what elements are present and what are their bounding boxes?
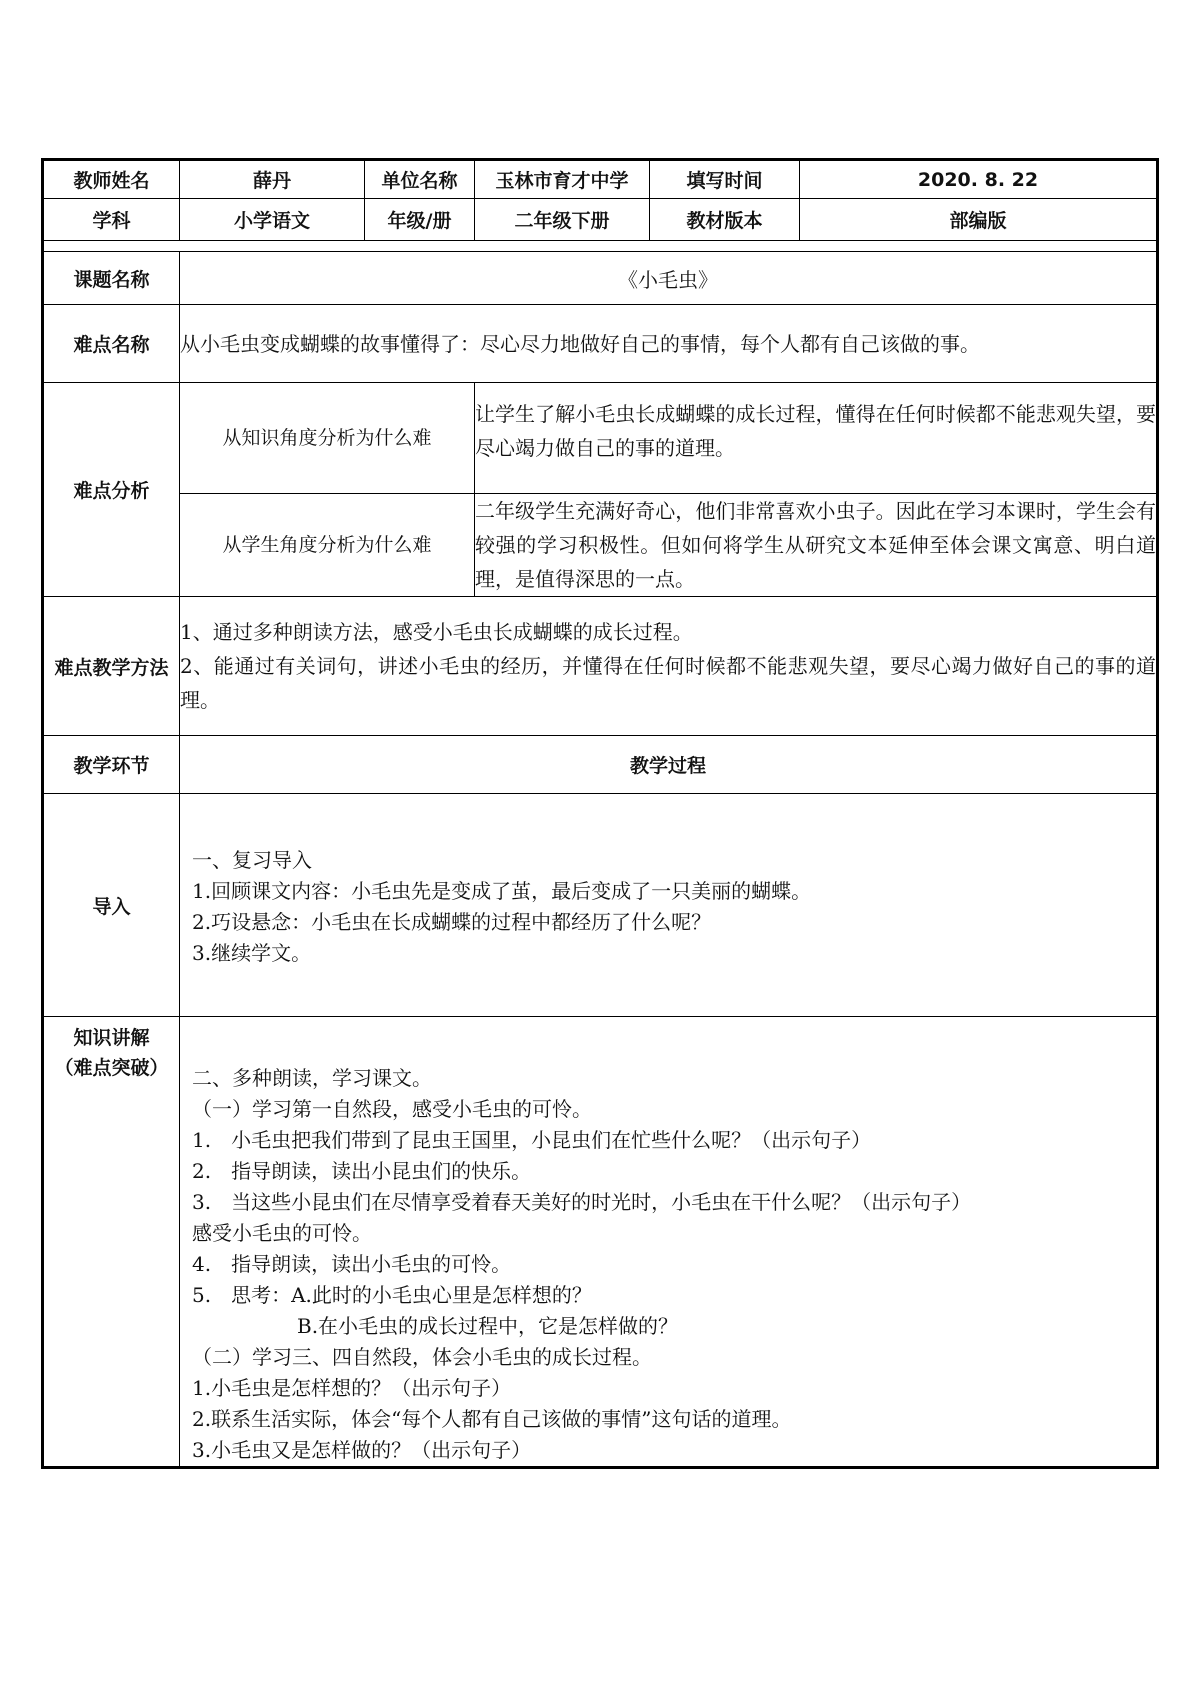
intro-content	[180, 794, 1158, 1017]
unit-name-label: 单位名称	[365, 160, 475, 199]
subject-value: 小学语文	[180, 199, 365, 241]
method-line-1: 1、通过多种朗读方法，感受小毛虫长成蝴蝶的成长过程。	[180, 620, 693, 644]
topic-label: 课题名称	[43, 252, 180, 305]
intro-line: 2.巧设悬念：小毛虫在长成蝴蝶的过程中都经历了什么呢？	[192, 910, 712, 934]
method-label: 难点教学方法	[43, 597, 180, 736]
method-row	[43, 597, 1158, 736]
intro-line: 3.继续学文。	[192, 941, 312, 965]
student-angle-label: 从学生角度分析为什么难	[180, 494, 475, 597]
intro-label: 导入	[43, 794, 180, 1017]
difficulty-row	[43, 305, 1158, 383]
knowledge-label	[43, 1017, 180, 1468]
knowledge-line: 5. 思考：A.此时的小毛虫心里是怎样想的？	[192, 1283, 592, 1307]
grade-label: 年级/册	[365, 199, 475, 241]
knowledge-content	[180, 1017, 1158, 1468]
teaching-process-label: 教学过程	[180, 736, 1158, 794]
knowledge-line: B.在小毛虫的成长过程中，它是怎样做的？	[297, 1314, 679, 1338]
knowledge-row	[43, 1017, 1158, 1468]
teacher-name-label: 教师姓名	[43, 160, 180, 199]
grade-value: 二年级下册	[475, 199, 650, 241]
topic-value: 《小毛虫》	[180, 252, 1158, 305]
knowledge-line: 2.联系生活实际，体会“每个人都有自己该做的事情”这句话的道理。	[192, 1407, 792, 1431]
difficulty-label: 难点名称	[43, 305, 180, 383]
edition-value: 部编版	[800, 199, 1158, 241]
analysis-label: 难点分析	[43, 383, 180, 597]
analysis-row-knowledge	[43, 383, 1158, 494]
fill-time-value: 2020. 8. 22	[800, 160, 1158, 199]
knowledge-angle-label: 从知识角度分析为什么难	[180, 383, 475, 494]
spacer-row	[43, 241, 1158, 252]
knowledge-line: 二、多种朗读，学习课文。	[192, 1066, 432, 1090]
knowledge-line: 感受小毛虫的可怜。	[192, 1221, 372, 1245]
student-angle-value: 二年级学生充满好奇心，他们非常喜欢小虫子。因此在学习本课时，学生会有较强的学习积极性。但如何将学生从研究文本延伸至体会课文寓意、明白道理，是值得深思的一点。	[475, 494, 1158, 597]
analysis-row-student	[43, 494, 1158, 597]
lesson-plan-table	[41, 158, 1159, 1469]
header-row-1	[43, 160, 1158, 199]
knowledge-line: 3. 当这些小昆虫们在尽情享受着春天美好的时光时，小毛虫在干什么呢？（出示句子）	[192, 1190, 972, 1214]
process-header-row	[43, 736, 1158, 794]
fill-time-label: 填写时间	[650, 160, 800, 199]
method-line-2: 2、能通过有关词句，讲述小毛虫的经历，并懂得在任何时候都不能悲观失望，要尽心竭力做好自己的事的道理。	[180, 654, 1156, 712]
intro-line: 1.回顾课文内容：小毛虫先是变成了茧，最后变成了一只美丽的蝴蝶。	[192, 879, 812, 903]
method-content	[180, 597, 1158, 736]
header-row-2	[43, 199, 1158, 241]
knowledge-angle-value: 让学生了解小毛虫长成蝴蝶的成长过程，懂得在任何时候都不能悲观失望，要尽心竭力做自己的事的道理。	[475, 383, 1158, 494]
knowledge-label-line-2: （难点突破）	[54, 1057, 169, 1079]
edition-label: 教材版本	[650, 199, 800, 241]
knowledge-line: （二）学习三、四自然段，体会小毛虫的成长过程。	[192, 1345, 652, 1369]
knowledge-line: 2. 指导朗读，读出小昆虫们的快乐。	[192, 1159, 532, 1183]
knowledge-line: （一）学习第一自然段，感受小毛虫的可怜。	[192, 1097, 592, 1121]
knowledge-line: 1.小毛虫是怎样想的？（出示句子）	[192, 1376, 512, 1400]
difficulty-value: 从小毛虫变成蝴蝶的故事懂得了：尽心尽力地做好自己的事情，每个人都有自己该做的事。	[180, 305, 1158, 383]
knowledge-line: 4. 指导朗读，读出小毛虫的可怜。	[192, 1252, 512, 1276]
knowledge-line: 3.小毛虫又是怎样做的？（出示句子）	[192, 1438, 532, 1462]
knowledge-label-line-1: 知识讲解	[73, 1027, 150, 1049]
unit-name-value: 玉林市育才中学	[475, 160, 650, 199]
teaching-stage-label: 教学环节	[43, 736, 180, 794]
intro-line: 一、复习导入	[192, 848, 312, 872]
topic-row	[43, 252, 1158, 305]
teacher-name-value: 薛丹	[180, 160, 365, 199]
intro-row	[43, 794, 1158, 1017]
subject-label: 学科	[43, 199, 180, 241]
knowledge-line: 1. 小毛虫把我们带到了昆虫王国里，小昆虫们在忙些什么呢？（出示句子）	[192, 1128, 872, 1152]
